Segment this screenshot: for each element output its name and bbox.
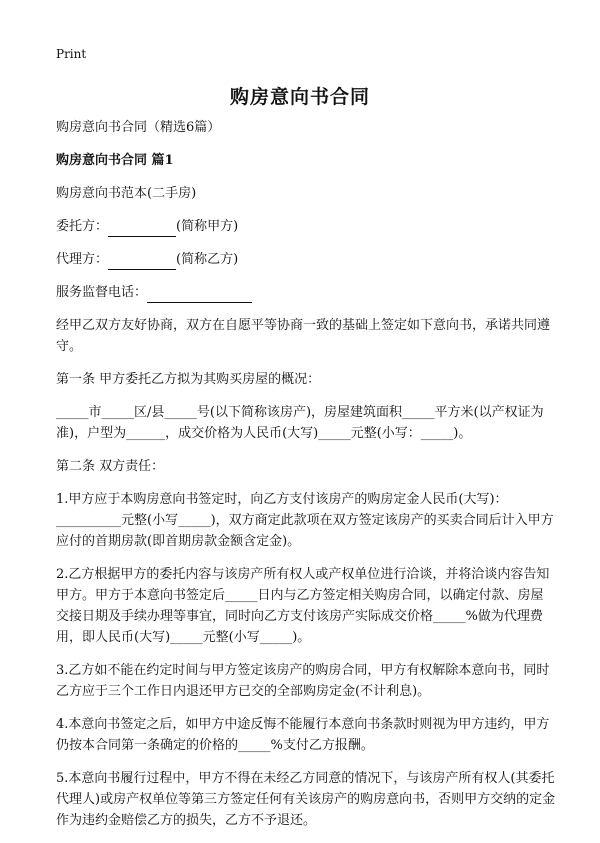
- document-body: [56, 117, 556, 843]
- article-2-title: 第二条 双方责任：: [56, 459, 165, 474]
- clause-3: 3.乙方如不能在约定时间与甲方签定该房产的购房合同，甲方有权解除本意向书，同时乙方应于三个工作日内退还甲方已交的全部购房定金(不计利息)。: [56, 663, 550, 699]
- clause-5: 5.本意向书履行过程中，甲方不得在未经乙方同意的情况下，与该房产所有权人(其委托代理人)或房产权单位等第三方签定任何有关该房产的购房意向书，否则甲方交纳的定金作为违约金赔偿乙方的损失，乙方不予退还。: [56, 771, 556, 828]
- principal-line: [56, 216, 556, 237]
- article-1-title: 第一条 甲方委托乙方拟为其购买房屋的概况：: [56, 372, 321, 387]
- principal-suffix: (简称甲方): [176, 219, 239, 234]
- hotline-blank: [147, 286, 252, 303]
- agent-blank: [108, 253, 176, 270]
- agent-suffix: (简称乙方): [176, 252, 239, 267]
- clause-4: 4.本意向书签定之后，如甲方中途反悔不能履行本意向书条款时则视为甲方违约，甲方仍按本合同第一条确定的价格的_____%支付乙方报酬。: [56, 717, 550, 753]
- intro-paragraph: 经甲乙双方友好协商，双方在自愿平等协商一致的基础上签定如下意向书，承诺共同遵守。: [56, 318, 551, 354]
- principal-label: 委托方：: [56, 219, 109, 234]
- agent-label: 代理方：: [56, 252, 109, 267]
- template-name: 购房意向书范本(二手房): [56, 186, 197, 201]
- article-1-body: _____市_____区/县_____号(以下简称该房产)，房屋建筑面积_____平方米(以产权证为准)，户型为______，成交价格为人民币(大写)_____元整(小写：_____)。: [56, 405, 544, 441]
- section-heading: 购房意向书合同 篇1: [56, 153, 174, 168]
- hotline-line: [56, 282, 556, 303]
- principal-blank: [108, 220, 176, 237]
- print-link[interactable]: Print: [56, 47, 87, 61]
- agent-line: [56, 249, 556, 270]
- clause-1: 1.甲方应于本购房意向书签定时，向乙方支付该房产的购房定金人民币(大写)：__________元整(小写_____)，双方商定此款项在双方签定该房产的买卖合同后计入甲方应付的首期房款(即首期房款金额含定金)。: [56, 492, 554, 549]
- clause-2: 2.乙方根据甲方的委托内容与该房产所有权人或产权单位进行洽谈，并将洽谈内容告知甲方。甲方于本意向书签定后_____日内与乙方签定相关购房合同，以确定付款、房屋交接日期及手续办理等事宜，同时向乙方支付该房产实际成交价格_____%做为代理费用，即人民币(大写)_____元整(小写_____)。: [56, 567, 550, 645]
- document-subtitle: 购房意向书合同（精选6篇）: [56, 120, 221, 135]
- document-title: 购房意向书合同: [229, 86, 370, 108]
- hotline-label: 服务监督电话：: [56, 285, 148, 300]
